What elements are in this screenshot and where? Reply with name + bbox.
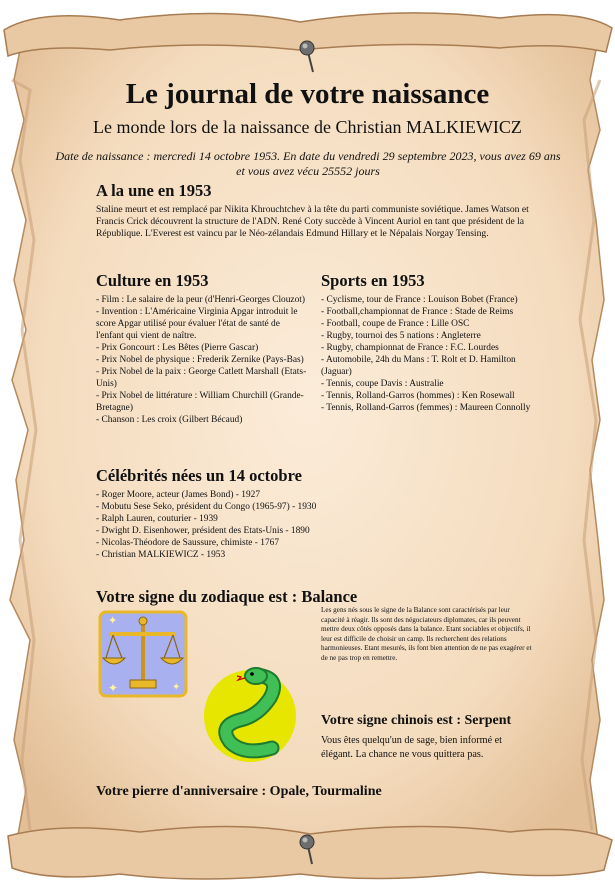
- culture-item: - Invention : L'Américaine Virginia Apgar introduit le score Apgar utilisé pour évaluer l'état de santé de l'enfant qui vient de naître.: [96, 307, 298, 341]
- celebrity-item: - Christian MALKIEWICZ - 1953: [96, 550, 226, 560]
- svg-text:✦: ✦: [108, 614, 118, 627]
- sports-item: - Football, coupe de France : Lille OSC: [321, 319, 470, 329]
- sports-item: - Rugby, tournoi des 5 nations : Angleterre: [321, 331, 481, 341]
- zodiac-text: Les gens nés sous le signe de la Balance sont caractérisés par leur capacité à réagir. Ils sont des négociateurs diplomates, car ils peuvent mettre deux côtés opposés dans la balance. Etant sociables et objectifs, il leur est difficile de choisir un camp. Ils recherchent des relations harmonieuses. Etant mesurés, ils font bien attention de ne pas exagérer et de ne pas trop en remettre.: [321, 606, 532, 662]
- headline-text: Staline meurt et est remplacé par Nikita Khrouchtchev à la tête du parti communiste soviétique. James Watson et Francis Crick découvrent la structure de l'ADN. René Coty succède à Vincent Auriol en tant que président de la République. L'Everest est vaincu par le Néo-zélandais Edmund Hillary et le Népalais Norgay Tensing.: [96, 204, 529, 239]
- birth-date-info: Date de naissance : mercredi 14 octobre 1953. En date du vendredi 29 septembre 2023, vous avez 69 ans et vous avez vécu 25552 jours: [55, 149, 561, 178]
- libra-scales-icon: [98, 610, 188, 698]
- headline-section: [96, 181, 536, 240]
- sports-item: - Tennis, coupe Davis : Australie: [321, 379, 444, 389]
- culture-item: - Prix Nobel de physique : Frederik Zernike (Pays-Bas): [96, 355, 304, 365]
- page-title: Le journal de votre naissance: [125, 78, 490, 110]
- celebrity-item: - Dwight D. Eisenhower, président des Etats-Unis - 1890: [96, 526, 310, 536]
- chinese-sign-text: Vous êtes quelqu'un de sage, bien informé et élégant. La chance ne vous quittera pas.: [321, 735, 503, 760]
- sports-item: - Rugby, championnat de France : F.C. Lourdes: [321, 343, 499, 353]
- sports-item: - Cyclisme, tour de France : Louison Bobet (France): [321, 295, 518, 305]
- culture-title: Culture en 1953: [96, 271, 209, 290]
- snake-icon: [200, 664, 304, 762]
- celebrity-item: - Mobutu Sese Seko, président du Congo (1965-97) - 1930: [96, 502, 317, 512]
- zodiac-title: Votre signe du zodiaque est : Balance: [96, 587, 358, 606]
- chinese-sign-title: Votre signe chinois est : Serpent: [321, 713, 512, 728]
- celebrities-section: [96, 466, 516, 561]
- culture-item: - Prix Goncourt : Les Bêtes (Pierre Gascar): [96, 343, 259, 353]
- sports-section: [321, 271, 539, 414]
- sports-title: Sports en 1953: [321, 271, 425, 290]
- sports-item: - Football,championnat de France : Stade de Reims: [321, 307, 514, 317]
- culture-item: - Prix Nobel de littérature : William Churchill (Grande-Bretagne): [96, 391, 304, 413]
- sports-item: - Tennis, Rolland-Garros (hommes) : Ken Rosewall: [321, 391, 515, 401]
- celebrity-item: - Nicolas-Théodore de Saussure, chimiste - 1767: [96, 538, 280, 548]
- svg-text:✦: ✦: [172, 682, 181, 693]
- celebrity-item: - Roger Moore, acteur (James Bond) - 1927: [96, 490, 261, 500]
- birthstone-title: Votre pierre d'anniversaire : Opale, Tourmaline: [96, 784, 382, 799]
- culture-item: - Prix Nobel de la paix : George Catlett Marshall (Etats-Unis): [96, 367, 307, 389]
- culture-section: [96, 271, 308, 426]
- svg-text:✦: ✦: [108, 681, 119, 695]
- sports-item: - Tennis, Rolland-Garros (femmes) : Maureen Connolly: [321, 403, 531, 413]
- celebrities-title: Célébrités nées un 14 octobre: [96, 466, 302, 485]
- page-subtitle: Le monde lors de la naissance de Christian MALKIEWICZ: [93, 117, 522, 137]
- sports-item: - Automobile, 24h du Mans : T. Rolt et D. Hamilton (Jaguar): [321, 355, 516, 377]
- culture-item: - Chanson : Les croix (Gilbert Bécaud): [96, 415, 243, 425]
- headline-title: A la une en 1953: [96, 181, 212, 200]
- culture-item: - Film : Le salaire de la peur (d'Henri-Georges Clouzot): [96, 295, 306, 305]
- celebrity-item: - Ralph Lauren, couturier - 1939: [96, 514, 218, 524]
